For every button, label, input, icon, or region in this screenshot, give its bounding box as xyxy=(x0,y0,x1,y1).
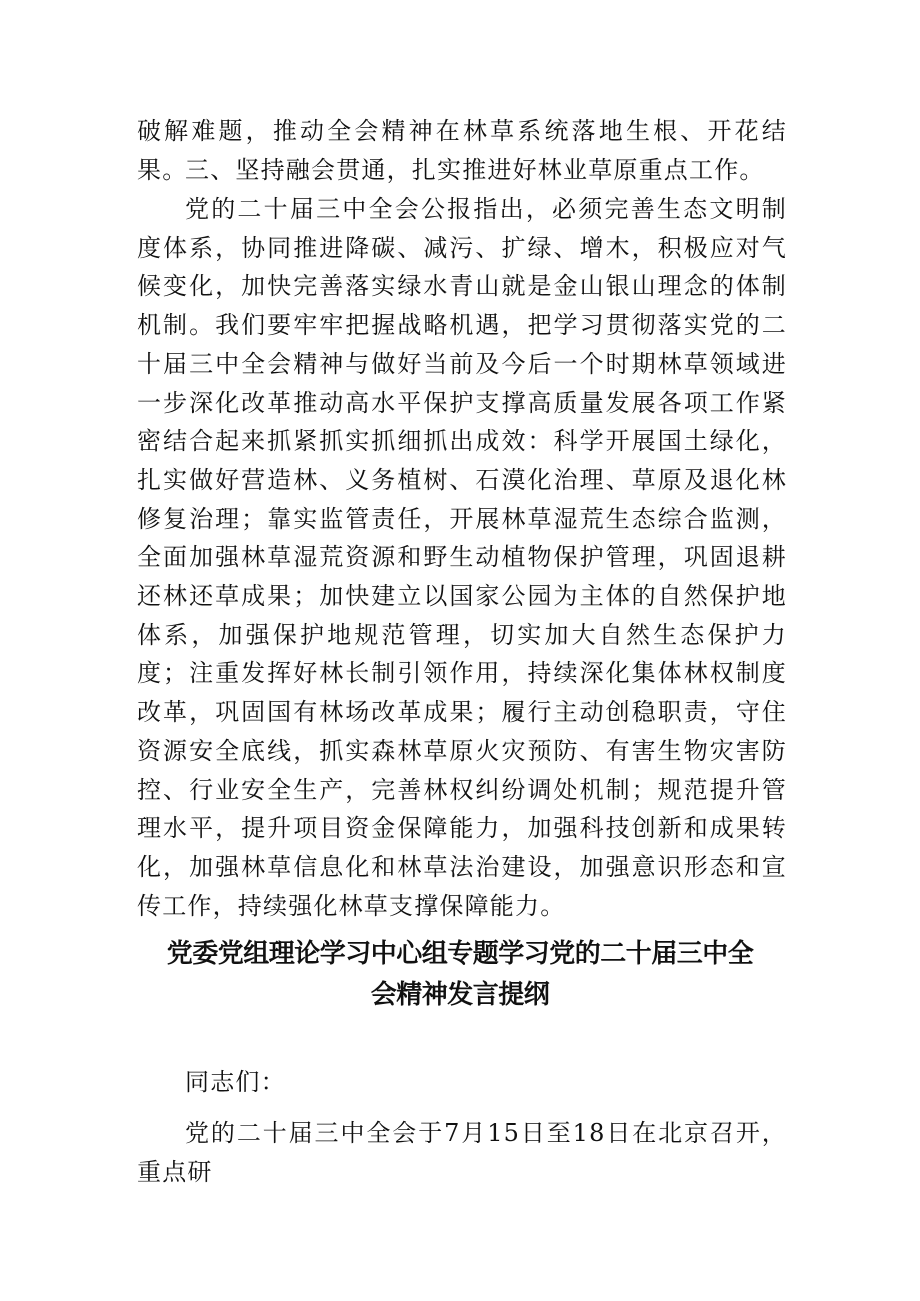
opening-paragraph: 党的二十届三中全会于7月15日至18日在北京召开，重点研 xyxy=(137,1119,787,1186)
paragraph-continuation: 破解难题，推动全会精神在林草系统落地生根、开花结果。 xyxy=(137,117,787,184)
document-title xyxy=(150,934,770,1016)
body-paragraph: 党的二十届三中全会公报指出，必须完善生态文明制度体系，协同推进降碳、减污、扩绿、增木，积极应对气候变化，加快完善落实绿水青山就是金山银山理念的体制机制。我们要牢牢把握战略机遇，把学习贯彻落实党的二十届三中全会精神与做好当前及今后一个时期林草领域进一步深化改革推动高水平保护支撑高质量发展各项工作紧密结合起来抓紧抓实抓细抓出成效：科学开展国土绿化，扎实做好营造林、义务植树、石漠化治理、草原及退化林修复治理；靠实监管责任，开展林草湿荒生态综合监测，全面加强林草湿荒资源和野生动植物保护管理，巩固退耕还林还草成果；加快建立以国家公园为主体的自然保护地体系，加强保护地规范管理，切实加大自然生态保护力度；注重发挥好林长制引领作用，持续深化集体林权制度改革，巩固国有林场改革成果；履行主动创稳职责，守住资源安全底线，抓实森林草原火灾预防、有害生物灾害防控、行业安全生产，完善林权纠纷调处机制；规范提升管理水平，提升项目资金保障能力，加强科技创新和成果转化，加强林草信息化和林草法治建设，加强意识形态和宣传工作，持续强化林草支撑保障能力。 xyxy=(137,195,787,920)
greeting: 同志们： xyxy=(185,1068,286,1096)
section-heading-3: 三、坚持融会贯通，扎实推进好林业草原重点工作。 xyxy=(185,156,765,184)
title-line-1: 党委党组理论学习中心组专题学习党的二十届三中全 xyxy=(166,939,754,969)
title-line-2: 会精神发言提纲 xyxy=(370,980,550,1010)
